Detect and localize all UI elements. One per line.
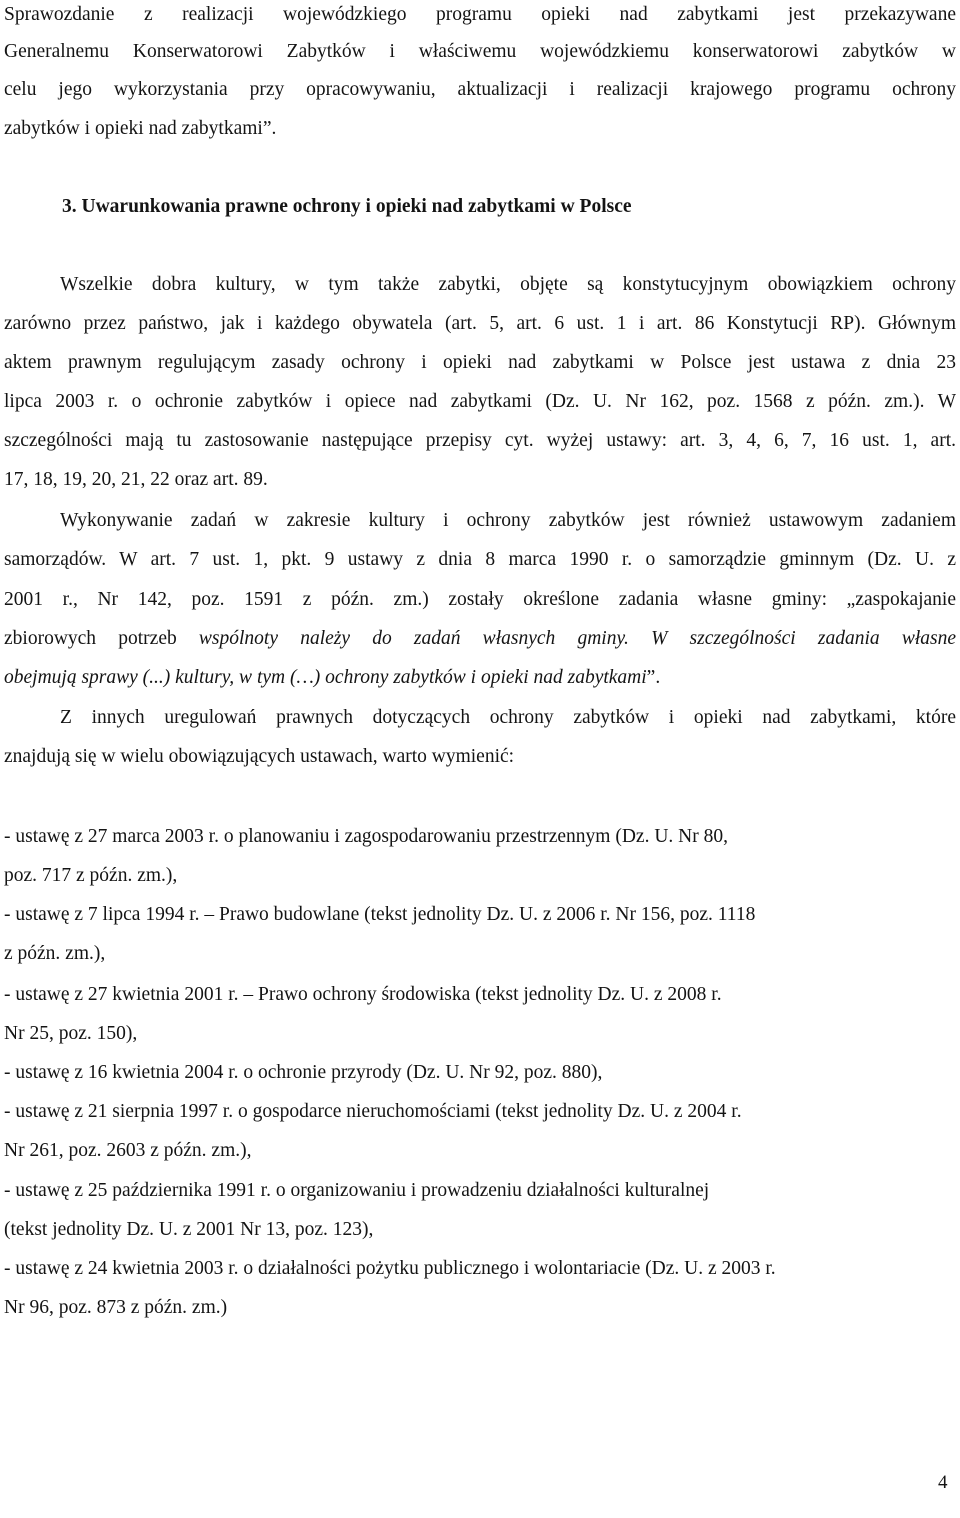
list-item: - ustawę z 27 marca 2003 r. o planowaniu i zagospodarowaniu przestrzennym (Dz. U. Nr 80, [4,826,728,847]
text-line: aktem prawnym regulującym zasady ochrony i opieki nad zabytkami w Polsce jest ustawa z dnia 23 [4,352,956,373]
list-item: - ustawę z 24 kwietnia 2003 r. o działalności pożytku publicznego i wolontariacie (Dz. U. z 2003 r. [4,1258,776,1279]
list-item: - ustawę z 7 lipca 1994 r. – Prawo budowlane (tekst jednolity Dz. U. z 2006 r. Nr 156, poz. 1118 [4,904,756,925]
italic-quote: wspólnoty należy do zadań własnych gminy. W szczególności zadania własne [198,628,957,649]
text-line: Z innych uregulowań prawnych dotyczących ochrony zabytków i opieki nad zabytkami, które [60,707,956,728]
text-line: celu jego wykorzystania przy opracowywaniu, aktualizacji i realizacji krajowego programu ochrony [4,79,956,100]
italic-quote: obejmują sprawy (...) kultury, w tym (…) ochrony zabytków i opieki nad zabytkami [4,667,647,688]
list-item: - ustawę z 21 sierpnia 1997 r. o gospodarce nieruchomościami (tekst jednolity Dz. U. z 2004 r. [4,1101,742,1122]
list-item: - ustawę z 16 kwietnia 2004 r. o ochronie przyrody (Dz. U. Nr 92, poz. 880), [4,1062,603,1083]
text-run: ”. [646,667,661,688]
text-line: Wykonywanie zadań w zakresie kultury i ochrony zabytków jest również ustawowym zadaniem [60,510,956,531]
list-item-continuation: Nr 261, poz. 2603 z późn. zm.), [4,1140,252,1161]
text-line: szczególności mają tu zastosowanie następujące przepisy cyt. wyżej ustawy: art. 3, 4, 6, 7, 16 ust. 1, art. [4,430,956,451]
section-heading: 3. Uwarunkowania prawne ochrony i opieki nad zabytkami w Polsce [62,196,632,217]
text-line: 17, 18, 19, 20, 21, 22 oraz art. 89. [4,469,268,490]
list-item-continuation: poz. 717 z późn. zm.), [4,865,178,886]
text-line: samorządów. W art. 7 ust. 1, pkt. 9 ustawy z dnia 8 marca 1990 r. o samorządzie gminnym (Dz. U. z [4,549,956,570]
text-line: Generalnemu Konserwatorowi Zabytków i właściwemu wojewódzkiemu konserwatorowi zabytków w [4,41,956,62]
text-line: znajdują się w wielu obowiązujących ustawach, warto wymienić: [4,746,515,767]
list-item: - ustawę z 25 października 1991 r. o organizowaniu i prowadzeniu działalności kulturalnej [4,1180,710,1201]
text-line: Sprawozdanie z realizacji wojewódzkiego programu opieki nad zabytkami jest przekazywane [4,4,956,25]
text-line: 2001 r., Nr 142, poz. 1591 z późn. zm.) zostały określone zadania własne gminy: „zaspokajanie [4,589,956,610]
text-line: Wszelkie dobra kultury, w tym także zabytki, objęte są konstytucyjnym obowiązkiem ochrony [60,274,956,295]
text-line [4,627,956,651]
list-item-continuation: Nr 25, poz. 150), [4,1023,138,1044]
text-line: zarówno przez państwo, jak i każdego obywatela (art. 5, art. 6 ust. 1 i art. 86 Konstytucji RP). Głównym [4,313,956,334]
page-number: 4 [938,1472,948,1493]
list-item-continuation: Nr 96, poz. 873 z późn. zm.) [4,1297,228,1318]
list-item: - ustawę z 27 kwietnia 2001 r. – Prawo ochrony środowiska (tekst jednolity Dz. U. z 2008 r. [4,984,722,1005]
text-line [4,666,956,690]
text-line: zabytków i opieki nad zabytkami”. [4,118,277,139]
text-run: zbiorowych potrzeb [4,628,199,649]
list-item-continuation: (tekst jednolity Dz. U. z 2001 Nr 13, poz. 123), [4,1219,374,1240]
text-line: lipca 2003 r. o ochronie zabytków i opiece nad zabytkami (Dz. U. Nr 162, poz. 1568 z późn. zm.). W [4,391,956,412]
list-item-continuation: z późn. zm.), [4,943,106,964]
